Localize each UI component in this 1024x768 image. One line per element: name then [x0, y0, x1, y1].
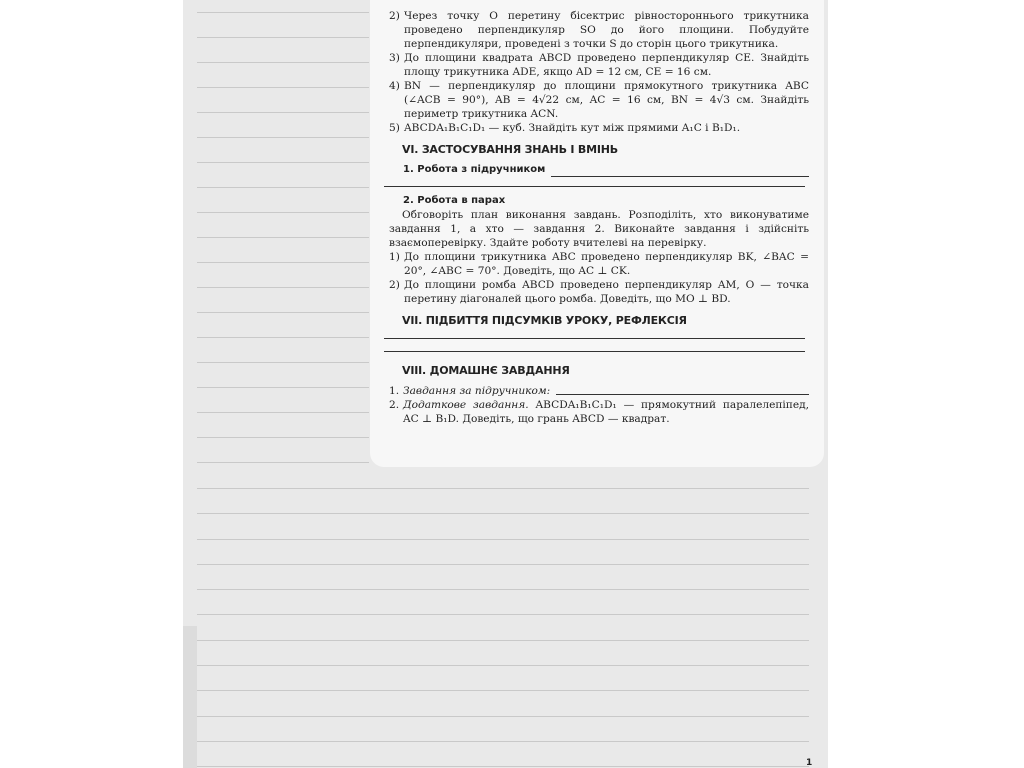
ruled-line: [197, 12, 369, 13]
task-item: [389, 51, 809, 79]
pair-work-label: [403, 194, 809, 208]
ruled-line: [197, 539, 809, 540]
page-number: 1: [806, 758, 813, 768]
homework-item-2: [389, 398, 809, 426]
pair-work-text: 2. Робота в парах: [403, 195, 506, 206]
section-8-heading: VIII. ДОМАШНЄ ЗАВДАННЯ: [402, 364, 570, 377]
homework-item-1: [389, 384, 809, 398]
tasks-top-list: [389, 9, 809, 135]
textbook-work-blank[interactable]: [551, 166, 809, 177]
task-text: Через точку O перетину бісектрис рівностороннього трикутника проведено перпендикуляр SO до його площини. Побудуйте перпендикуляри, проведені з точки S до сторін цього трикутника.: [404, 10, 809, 50]
ruled-line: [197, 187, 369, 188]
homework-label: Завдання за підручником:: [403, 385, 551, 397]
ruled-line: [197, 412, 369, 413]
ruled-line: [197, 716, 809, 717]
ruled-line: [197, 62, 369, 63]
section-6-heading: VI. ЗАСТОСУВАННЯ ЗНАНЬ І ВМІНЬ: [402, 143, 618, 156]
ruled-line: [197, 614, 809, 615]
ruled-line: [197, 237, 369, 238]
ruled-line: [197, 137, 369, 138]
task-item: [389, 79, 809, 121]
task-number: 3): [389, 52, 400, 64]
homework-text: [403, 398, 809, 426]
ruled-line: [197, 337, 369, 338]
ruled-line: [197, 437, 369, 438]
ruled-line: [197, 665, 809, 666]
ruled-line: [197, 262, 369, 263]
ruled-line: [197, 589, 809, 590]
ruled-line: [197, 766, 809, 767]
ruled-line: [197, 564, 809, 565]
homework-number: 1.: [389, 385, 400, 397]
answer-line[interactable]: [384, 186, 805, 187]
page-edge-strip: [183, 626, 197, 768]
ruled-line: [197, 640, 809, 641]
pair-task-item: [389, 278, 809, 306]
ruled-line: [197, 87, 369, 88]
task-text: ABCDA₁B₁C₁D₁ — куб. Знайдіть кут між прямими A₁C і B₁D₁.: [404, 122, 741, 134]
ruled-line: [197, 312, 369, 313]
task-item: [389, 9, 809, 51]
textbook-work-label: [403, 163, 809, 177]
task-number: 2): [389, 10, 400, 22]
homework-blank[interactable]: [556, 384, 809, 395]
ruled-line: [197, 513, 809, 514]
task-item: [389, 121, 809, 135]
pair-task-item: [389, 250, 809, 278]
lesson-content: [389, 9, 809, 426]
task-number: 5): [389, 122, 400, 134]
section-7-heading: VII. ПІДБИТТЯ ПІДСУМКІВ УРОКУ, РЕФЛЕКСІЯ: [402, 314, 687, 327]
ruled-line: [197, 690, 809, 691]
answer-line[interactable]: [384, 338, 805, 339]
ruled-line: [197, 112, 369, 113]
answer-line[interactable]: [384, 351, 805, 352]
ruled-line: [197, 387, 369, 388]
ruled-line: [197, 362, 369, 363]
task-number: 4): [389, 80, 400, 92]
ruled-line: [197, 212, 369, 213]
task-number: 1): [389, 251, 400, 263]
ruled-line: [197, 462, 369, 463]
ruled-line: [197, 488, 809, 489]
task-text: BN — перпендикуляр до площини прямокутного трикутника ABC (∠ACB = 90°), AB = 4√22 см, AC = 16 см, BN = 4√3 см. Знайдіть периметр трикутника ACN.: [404, 80, 809, 120]
task-number: 2): [389, 279, 400, 291]
task-text: До площини трикутника ABC проведено перпендикуляр BK, ∠BAC = 20°, ∠ABC = 70°. Доведіть, що AC ⊥ CK.: [404, 251, 809, 277]
ruled-line: [197, 37, 369, 38]
homework-body: ABCDA₁B₁C₁D₁ — прямокутний паралелепіпед, AC ⊥ B₁D. Доведіть, що грань ABCD — квадрат.: [403, 399, 810, 425]
ruled-line: [197, 741, 809, 742]
task-text: До площини квадрата ABCD проведено перпендикуляр CE. Знайдіть площу трикутника ADE, якщо AD = 12 см, CE = 16 см.: [404, 52, 809, 78]
ruled-line: [197, 287, 369, 288]
homework-number: 2.: [389, 399, 400, 411]
ruled-line: [197, 162, 369, 163]
pair-work-intro: Обговоріть план виконання завдань. Розподіліть, хто виконуватиме завдання 1, а хто — завдання 2. Виконайте завдання і здійсніть взаємоперевірку. Здайте роботу вчителеві на перевірку.: [389, 209, 809, 249]
task-text: До площини ромба ABCD проведено перпендикуляр AM, O — точка перетину діагоналей цього ромба. Доведіть, що MO ⊥ BD.: [404, 279, 809, 305]
homework-label: Додаткове завдання.: [403, 399, 529, 411]
textbook-work-text: 1. Робота з підручником: [403, 164, 546, 175]
